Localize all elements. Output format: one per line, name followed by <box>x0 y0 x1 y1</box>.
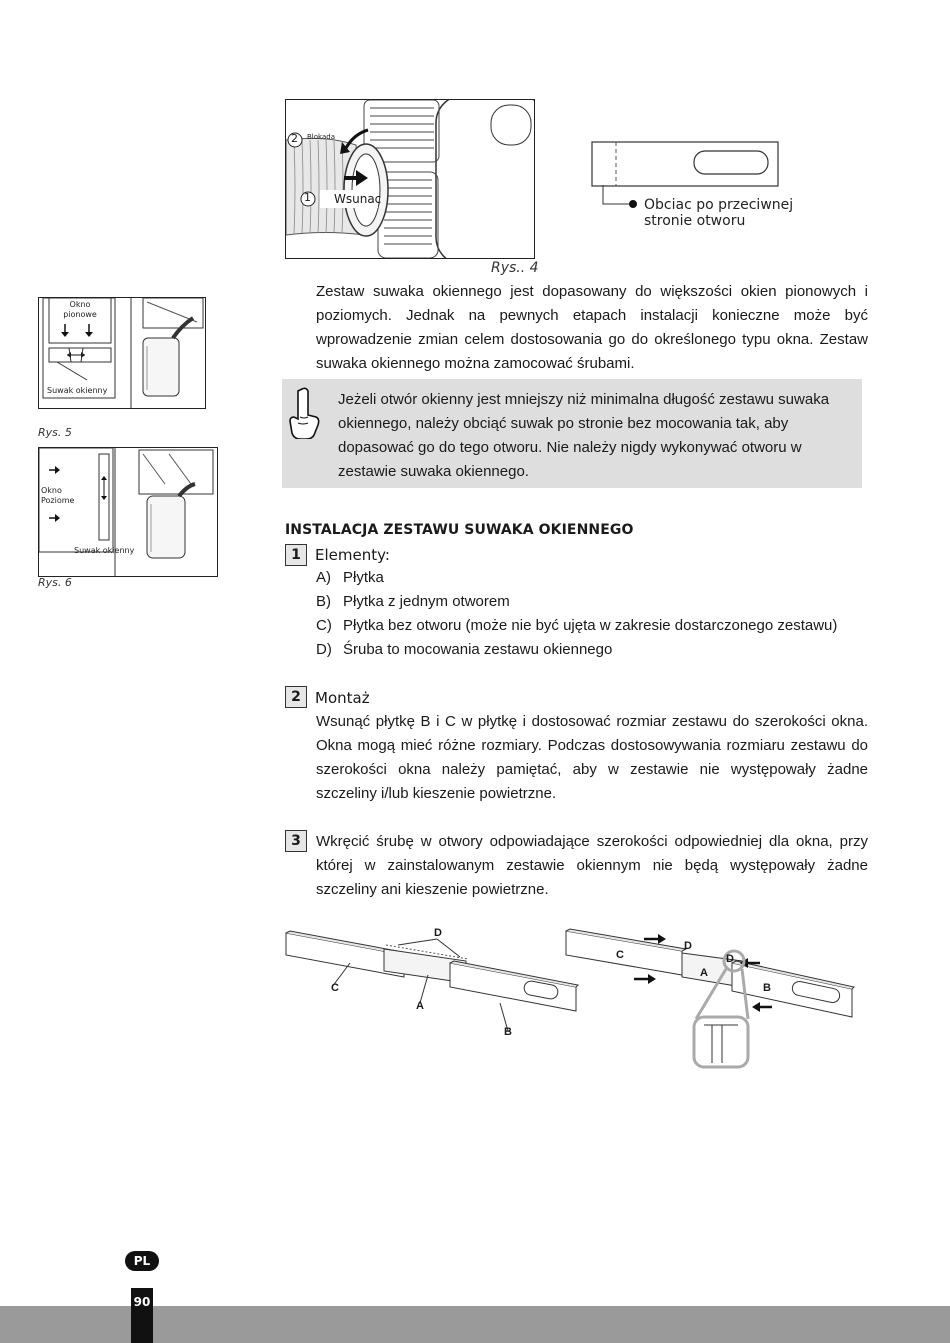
fig5-slider-label: Suwak okienny <box>47 386 108 395</box>
step-3-badge: 3 <box>285 830 307 852</box>
step-1-badge: 1 <box>285 544 307 566</box>
assembly2-label-d-zoom: D <box>726 953 734 965</box>
assembly-label-b: B <box>504 1026 512 1038</box>
parts-list-item <box>316 566 384 590</box>
step-3-text: Wkręcić śrubę w otwory odpowiadające szerokości odpowiedniej dla okna, przy której w zainstalowanym zestawie okiennym nie będą występowały żadne szczeliny ani kieszenie powietrzne. <box>316 833 868 898</box>
parts-list-key: B) <box>316 593 331 610</box>
assembly2-label-c: C <box>616 949 624 961</box>
parts-list-item <box>316 590 510 614</box>
assembly2-label-d: D <box>684 940 692 952</box>
note-box <box>282 379 862 488</box>
fig4-label-wsunac: Wsunac <box>334 192 382 206</box>
parts-list-key: A) <box>316 569 331 586</box>
fig5-caption: Rys. 5 <box>38 426 72 439</box>
figure-5 <box>38 297 206 409</box>
assembly2-label-a: A <box>700 967 708 979</box>
fig4-label-blokada: Blokada <box>307 133 335 141</box>
assembly-label-d: D <box>434 927 442 939</box>
parts-list-item <box>316 614 837 638</box>
figure-4 <box>285 99 535 259</box>
parts-list-item <box>316 638 612 662</box>
step-2-badge: 2 <box>285 686 307 708</box>
fig6-window-label: Okno Poziome <box>41 486 75 505</box>
fig4-caption: Rys.. 4 <box>491 260 539 276</box>
fig6-slider-label: Suwak okienny <box>74 546 135 555</box>
figure-6 <box>38 447 218 577</box>
parts-list-key: D) <box>316 641 332 658</box>
fig4-num-1: 1 <box>304 191 311 204</box>
language-badge: PL <box>125 1251 159 1271</box>
assembly2-label-b: B <box>763 982 771 994</box>
parts-list-text: Śruba to mocowania zestawu okiennego <box>343 641 613 658</box>
assembly-drawing-assembled <box>562 925 862 1070</box>
step-2-title: Montaż <box>315 689 370 707</box>
parts-list-text: Płytka bez otworu (może nie być ujęta w zakresie dostarczonego zestawu) <box>343 617 838 634</box>
cut-note-leader <box>600 185 640 211</box>
assembly-label-c: C <box>331 982 339 994</box>
page-number: 90 <box>131 1288 153 1343</box>
section-heading: INSTALACJA ZESTAWU SUWAKA OKIENNEGO <box>285 522 634 538</box>
parts-list-text: Płytka z jednym otworem <box>343 593 510 610</box>
assembly-label-a: A <box>416 1000 424 1012</box>
step-2-text: Wsunąć płytkę B i C w płytkę i dostosować rozmiar zestawu do szerokości okna. Okna mogą mieć różne rozmiary. Podczas dostosowywania rozmiaru zestawu do szerokości okna należy pamiętać, aby w zestawie nie występowały żadne szczeliny i/lub kieszenie powietrzne. <box>316 713 868 802</box>
assembly-drawing-exploded <box>280 925 580 1040</box>
intro-paragraph: Zestaw suwaka okiennego jest dopasowany do większości okien pionowych i poziomych. Jednak na pewnych etapach instalacji konieczne może być wprowadzenie zmian celem dostosowania go do określonego typu okna. Zestaw suwaka okiennego można zamocować śrubami. <box>316 283 868 372</box>
fig6-caption: Rys. 6 <box>38 576 72 589</box>
fig5-window-label: Okno pionowe <box>63 300 97 319</box>
parts-list-text: Płytka <box>343 569 384 586</box>
step-1-title: Elementy: <box>315 546 390 564</box>
figure-4-drawing <box>286 100 534 258</box>
note-text: Jeżeli otwór okienny jest mniejszy niż minimalna długość zestawu suwaka okiennego, należy obciąć suwak po stronie bez mocowania tak, aby dopasować go do tego otworu. Nie należy nigdy wykonywać otworu w zestawie suwaka okiennego. <box>338 391 830 480</box>
parts-list-key: C) <box>316 617 332 634</box>
cut-note-text: Obciac po przeciwnej stronie otworu <box>644 197 794 229</box>
pointing-hand-icon <box>288 387 322 439</box>
fig4-num-2: 2 <box>291 132 298 145</box>
cut-plate-drawing <box>590 141 780 187</box>
